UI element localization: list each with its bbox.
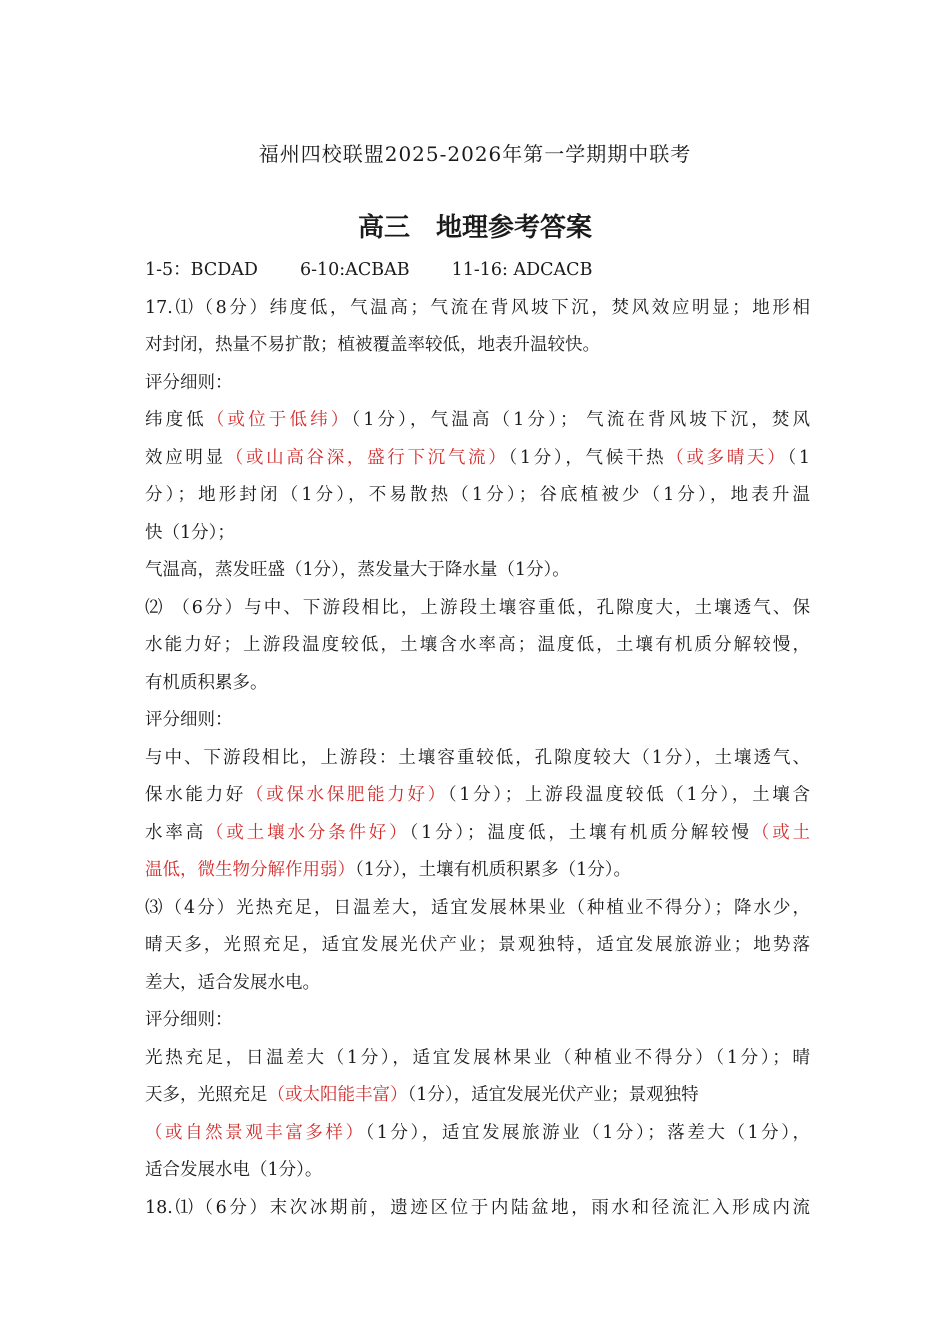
- q17-3-rubric-line: （或自然景观丰富多样）（1分），适宜发展旅游业（1分）；落差大（1分），: [145, 1122, 811, 1143]
- q17-2-answer-line: ⑵ （6分）与中、下游段相比，上游段土壤容重低，孔隙度大，土壤透气、保: [145, 597, 810, 618]
- alt-answer: （或土: [751, 822, 811, 843]
- title-grade: 高三: [357, 213, 410, 243]
- q17-2-answer-line: 有机质积累多。: [145, 672, 268, 693]
- mc-group-1: 1-5：BCDAD: [145, 260, 258, 280]
- rubric-label: 评分细则：: [145, 372, 233, 393]
- mc-group-2: 6-10:ACBAB: [299, 260, 410, 280]
- title-subject: 地理参考答案: [436, 213, 593, 243]
- q17-1-rubric-line: 快（1分）；: [145, 522, 235, 543]
- q18-1-answer-line: 18.⑴（6分）末次冰期前，遗迹区位于内陆盆地，雨水和径流汇入形成内流: [145, 1197, 810, 1218]
- alt-answer: （或山高谷深，盛行下沉气流）: [225, 447, 509, 468]
- alt-answer: （或土壤水分条件好）: [206, 822, 410, 843]
- q17-3-answer-line: 晴天多，光照充足，适宜发展光伏产业；景观独特，适宜发展旅游业；地势落: [145, 935, 810, 955]
- q17-2-rubric-line: 温低，微生物分解作用弱）（1分），土壤有机质积累多（1分）。: [145, 860, 632, 880]
- q17-2-rubric-line: 保水能力好（或保水保肥能力好）（1分）；上游段温度较低（1分），土壤含: [145, 785, 810, 805]
- q17-1-rubric-line: 纬度低（或位于低纬）（1分），气温高（1分）； 气流在背风坡下沉，焚风: [145, 410, 810, 430]
- mc-group-3: 11-16: ADCACB: [451, 260, 593, 280]
- alt-answer: （或位于低纬）: [206, 410, 352, 430]
- alt-answer: 温低，微生物分解作用弱）: [145, 860, 355, 880]
- q17-1-answer-line: 对封闭，热量不易扩散；植被覆盖率较低，地表升温较快。: [145, 335, 600, 355]
- exam-subtitle: 福州四校联盟2025-2026年第一学期期中联考: [258, 142, 692, 166]
- q17-1-rubric-line: 气温高，蒸发旺盛（1分），蒸发量大于降水量（1分）。: [145, 560, 570, 580]
- rubric-label: 评分细则：: [145, 1010, 233, 1030]
- q17-2-rubric-line: 与中、下游段相比，上游段：土壤容重较低，孔隙度较大（1分），土壤透气、: [145, 747, 810, 768]
- q17-3-rubric-line: 光热充足，日温差大（1分），适宜发展林果业（种植业不得分）（1分）；晴: [145, 1047, 810, 1068]
- q17-1-rubric-line: 分）；地形封闭（1分），不易散热（1分）；谷底植被少（1分），地表升温: [145, 485, 810, 505]
- multiple-choice-answers: [145, 252, 810, 290]
- alt-answer: （或多晴天）: [666, 447, 788, 468]
- q17-1-answer-line: 17.⑴（8分）纬度低，气温高；气流在背风坡下沉，焚风效应明显；地形相: [145, 297, 810, 318]
- alt-answer: （或自然景观丰富多样）: [145, 1122, 366, 1143]
- q17-3-answer-line: 差大，适合发展水电。: [145, 972, 320, 993]
- q17-3-rubric-line: 天多，光照充足（或太阳能丰富）（1分），适宜发展光伏产业；景观独特: [145, 1085, 699, 1105]
- q17-3-answer-line: ⑶（4分）光热充足，日温差大，适宜发展林果业（种植业不得分）；降水少，: [145, 897, 810, 918]
- q17-2-answer-line: 水能力好；上游段温度较低，土壤含水率高；温度低，土壤有机质分解较慢，: [145, 635, 810, 655]
- alt-answer: （或保水保肥能力好）: [245, 785, 448, 805]
- page-title: [0, 208, 950, 248]
- q17-3-rubric-line: 适合发展水电（1分）。: [145, 1160, 323, 1180]
- alt-answer: （或太阳能丰富）: [267, 1085, 408, 1105]
- answer-body: [145, 252, 810, 1227]
- q17-1-rubric-line: 效应明显（或山高谷深，盛行下沉气流）（1分），气候干热（或多晴天）（1: [145, 447, 811, 468]
- q17-2-rubric-line: 水率高（或土壤水分条件好）（1分）；温度低，土壤有机质分解较慢（或土: [145, 822, 811, 843]
- rubric-label: 评分细则：: [145, 710, 233, 730]
